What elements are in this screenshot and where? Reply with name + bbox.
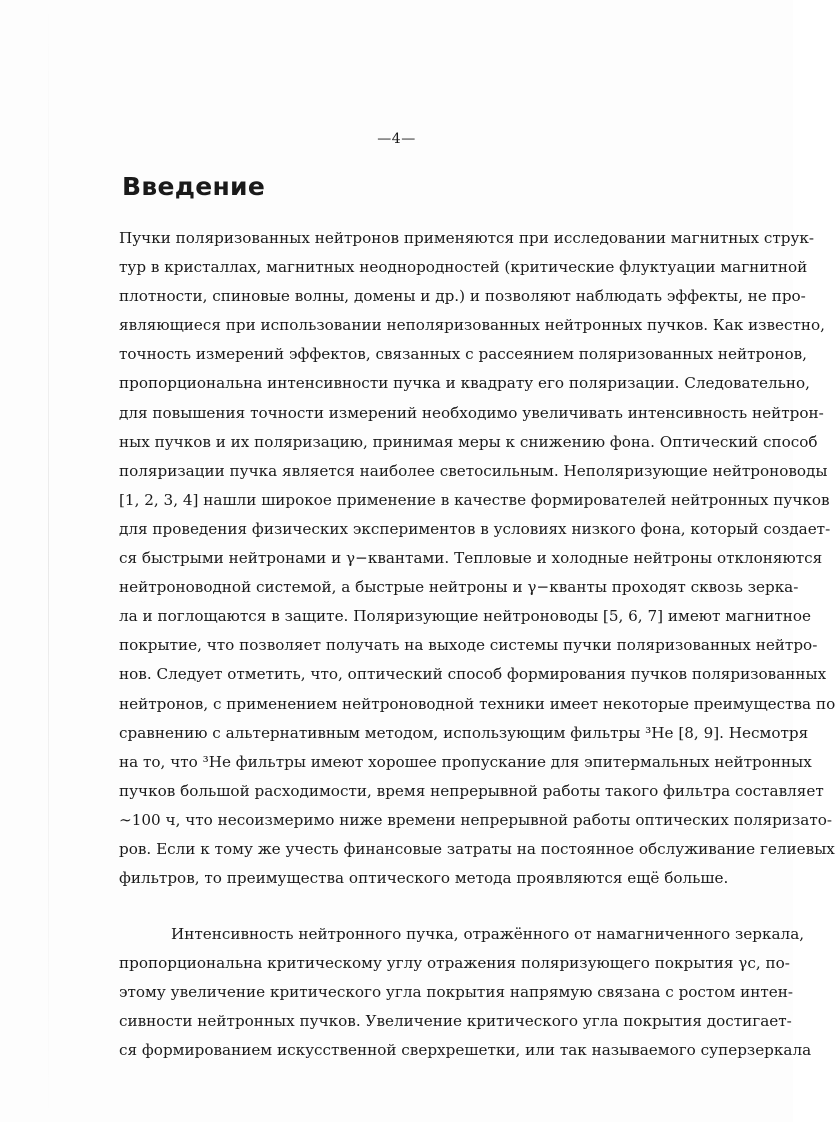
text-line: этому увеличение критического угла покрытия напрямую связана с ростом интен- xyxy=(119,983,794,1002)
text-line: нейтронов, с применением нейтроноводной техники имеет некоторые преимущества по xyxy=(119,694,835,713)
text-line: ся формированием искусственной сверхрешетки, или так называемого суперзеркала xyxy=(119,1041,812,1060)
text-line: сравнению с альтернативным методом, использующим фильтры ³He [8, 9]. Несмотря xyxy=(119,723,809,742)
text-line: для проведения физических экспериментов в условиях низкого фона, который создает- xyxy=(119,519,831,538)
text-line: фильтров, то преимущества оптического метода проявляются ещё больше. xyxy=(119,869,729,888)
text-line: Интенсивность нейтронного пучка, отражённого от намагниченного зеркала, xyxy=(171,925,805,943)
page-number: —4— xyxy=(377,131,416,147)
text-line: пропорциональна интенсивности пучка и квадрату его поляризации. Следовательно, xyxy=(119,374,811,393)
text-line: Пучки поляризованных нейтронов применяются при исследовании магнитных струк- xyxy=(119,229,815,247)
text-line: ся быстрыми нейтронами и γ−квантами. Тепловые и холодные нейтроны отклоняются xyxy=(119,549,823,568)
scan-edge-shadow xyxy=(48,0,49,1122)
text-line: пучков большой расходимости, время непрерывной работы такого фильтра составляет xyxy=(119,781,824,800)
text-line: являющиеся при использовании неполяризованных нейтронных пучков. Как известно, xyxy=(119,316,826,335)
section-heading: Введение xyxy=(122,172,266,201)
text-line: нов. Следует отметить, что, оптический способ формирования пучков поляризованных xyxy=(119,665,827,684)
text-line: поляризации пучка является наиболее светосильным. Неполяризующие нейтроноводы xyxy=(119,461,828,480)
text-line: [1, 2, 3, 4] нашли широкое применение в качестве формирователей нейтронных пучков xyxy=(119,490,830,509)
paragraph-1 xyxy=(119,224,835,893)
paragraph-2 xyxy=(119,920,812,1065)
text-line: на то, что ³He фильтры имеют хорошее пропускание для эпитермальных нейтронных xyxy=(119,752,812,771)
text-line: сивности нейтронных пучков. Увеличение критического угла покрытия достигает- xyxy=(119,1012,792,1031)
text-line: для повышения точности измерений необходимо увеличивать интенсивность нейтрон- xyxy=(119,403,824,422)
text-line: покрытие, что позволяет получать на выходе системы пучки поляризованных нейтро- xyxy=(119,636,818,655)
text-line: тур в кристаллах, магнитных неоднородностей (критические флуктуации магнитной xyxy=(119,258,808,277)
text-line: ных пучков и их поляризацию, принимая меры к снижению фона. Оптический способ xyxy=(119,432,818,451)
text-line: ла и поглощаются в защите. Поляризующие нейтроноводы [5, 6, 7] имеют магнитное xyxy=(119,607,811,626)
text-line: ров. Если к тому же учесть финансовые затраты на постоянное обслуживание гелиевых xyxy=(119,839,835,858)
text-line: нейтроноводной системой, а быстрые нейтроны и γ−кванты проходят сквозь зерка- xyxy=(119,578,799,597)
text-line: точность измерений эффектов, связанных с рассеянием поляризованных нейтронов, xyxy=(119,345,807,364)
text-line: ∼100 ч, что несоизмеримо ниже времени непрерывной работы оптических поляризато- xyxy=(119,810,833,829)
text-line: пропорциональна критическому углу отражения поляризующего покрытия γc, по- xyxy=(119,954,790,973)
text-line: плотности, спиновые волны, домены и др.) и позволяют наблюдать эффекты, не про- xyxy=(119,287,806,306)
